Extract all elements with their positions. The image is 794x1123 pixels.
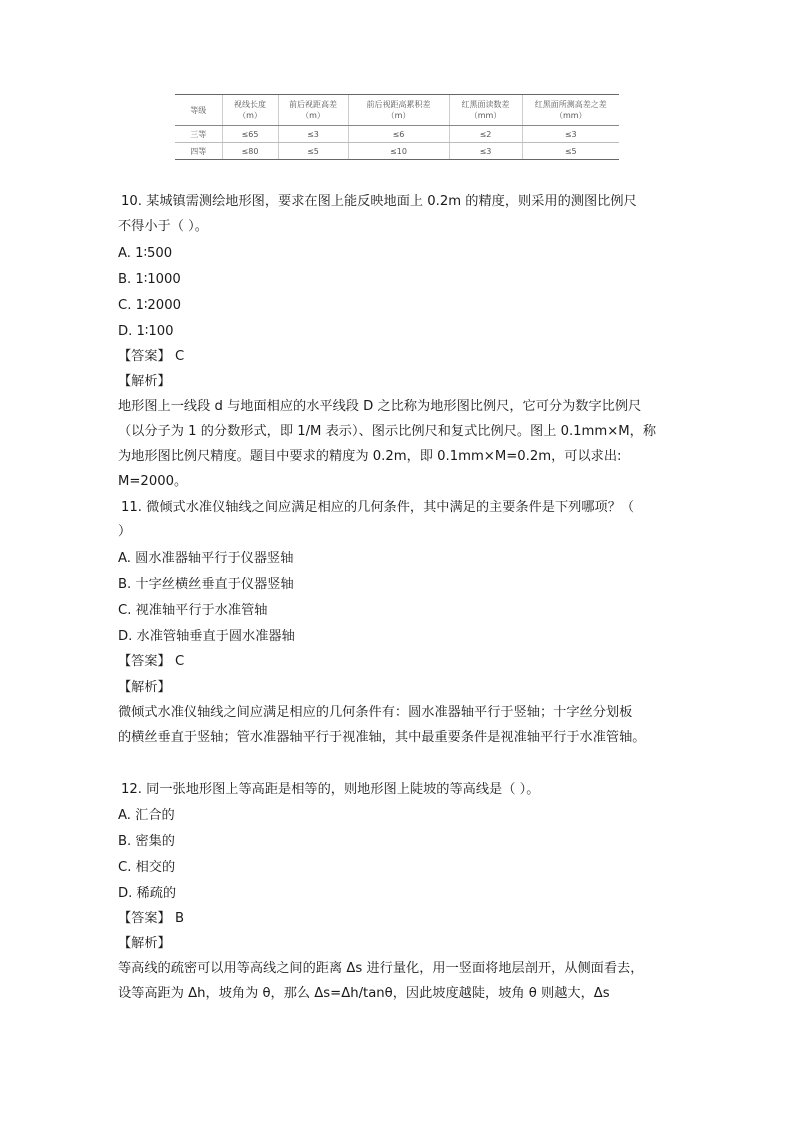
option-b: B. 密集的 xyxy=(118,834,175,849)
table-cell: ≤3 xyxy=(522,126,619,143)
question-11-stem-cont: ） xyxy=(118,524,132,539)
table-row xyxy=(175,126,619,143)
table-row xyxy=(175,143,619,160)
analysis-text: 地形图上一线段 d 与地面相应的水平线段 D 之比称为地形图比例尺，它可分为数字比例尺 xyxy=(118,399,642,414)
analysis-text: 的横丝垂直于竖轴；管水准器轴平行于视准轴，其中最重要条件是视准轴平行于水准管轴。 xyxy=(118,730,646,745)
table-cell: ≤80 xyxy=(222,143,278,160)
table-header-cell: 前后视距高累积差 （m） xyxy=(348,95,449,126)
option-d: D. 稀疏的 xyxy=(118,886,177,901)
option-a: A. 汇合的 xyxy=(118,808,175,823)
option-c: C. 视准轴平行于水准管轴 xyxy=(118,603,268,618)
table-header-cell: 前后视距高差 （m） xyxy=(278,95,348,126)
option-b: B. 十字丝横丝垂直于仪器竖轴 xyxy=(118,577,294,592)
table-cell: ≤3 xyxy=(449,143,522,160)
table-cell: ≤5 xyxy=(278,143,348,160)
table-cell: 四等 xyxy=(175,143,222,160)
option-d: D. 1∶100 xyxy=(118,324,174,339)
table-cell: ≤6 xyxy=(348,126,449,143)
analysis-heading: 【解析】 xyxy=(118,936,171,951)
table-header-row xyxy=(175,95,619,126)
answer: 【答案】 C xyxy=(118,349,185,364)
analysis-text: 等高线的疏密可以用等高线之间的距离 Δs 进行量化，用一竖面将地层剖开，从侧面看去， xyxy=(118,961,644,976)
question-11-stem: 11. 微倾式水准仪轴线之间应满足相应的几何条件，其中满足的主要条件是下列哪项？（ xyxy=(121,500,635,515)
table-cell: ≤2 xyxy=(449,126,522,143)
option-c: C. 1∶2000 xyxy=(118,298,181,313)
table-cell: 三等 xyxy=(175,126,222,143)
leveling-spec-table xyxy=(175,94,619,160)
table-header-cell: 红黑面读数差 （mm） xyxy=(449,95,522,126)
analysis-heading: 【解析】 xyxy=(118,374,171,389)
table-header-cell: 视线长度 （m） xyxy=(222,95,278,126)
table-cell: ≤10 xyxy=(348,143,449,160)
analysis-text: M=2000。 xyxy=(118,474,188,489)
analysis-heading: 【解析】 xyxy=(118,680,171,695)
table-cell: ≤5 xyxy=(522,143,619,160)
question-12-stem: 12. 同一张地形图上等高距是相等的，则地形图上陡坡的等高线是（ ）。 xyxy=(121,782,540,797)
analysis-text: 微倾式水准仪轴线之间应满足相应的几何条件有：圆水准器轴平行于竖轴；十字丝分划板 xyxy=(118,705,633,720)
option-a: A. 1∶500 xyxy=(118,246,173,261)
option-d: D. 水准管轴垂直于圆水准器轴 xyxy=(118,629,295,644)
option-a: A. 圆水准器轴平行于仪器竖轴 xyxy=(118,551,294,566)
option-b: B. 1∶1000 xyxy=(118,272,181,287)
table-cell: ≤3 xyxy=(278,126,348,143)
table-cell: ≤65 xyxy=(222,126,278,143)
analysis-text: 为地形图比例尺精度。题目中要求的精度为 0.2m，即 0.1mm×M=0.2m，可以求出: xyxy=(118,449,622,464)
table-header-cell: 等级 xyxy=(175,95,222,126)
answer: 【答案】 B xyxy=(118,911,184,926)
question-10-stem: 10. 某城镇需测绘地形图，要求在图上能反映地面上 0.2m 的精度，则采用的测图比例尺 xyxy=(121,194,637,209)
analysis-text: 设等高距为 Δh，坡角为 θ，那么 Δs=Δh/tanθ，因此坡度越陡，坡角 θ 则越大，Δs xyxy=(118,986,610,1001)
analysis-text: （以分子为 1 的分数形式，即 1/M 表示）、图示比例尺和复式比例尺。图上 0.1mm×M，称 xyxy=(118,424,657,439)
question-10-stem-cont: 不得小于（ ）。 xyxy=(118,219,208,234)
table-header-cell: 红黑面所测高差之差 （mm） xyxy=(522,95,619,126)
option-c: C. 相交的 xyxy=(118,860,176,875)
answer: 【答案】 C xyxy=(118,654,185,669)
